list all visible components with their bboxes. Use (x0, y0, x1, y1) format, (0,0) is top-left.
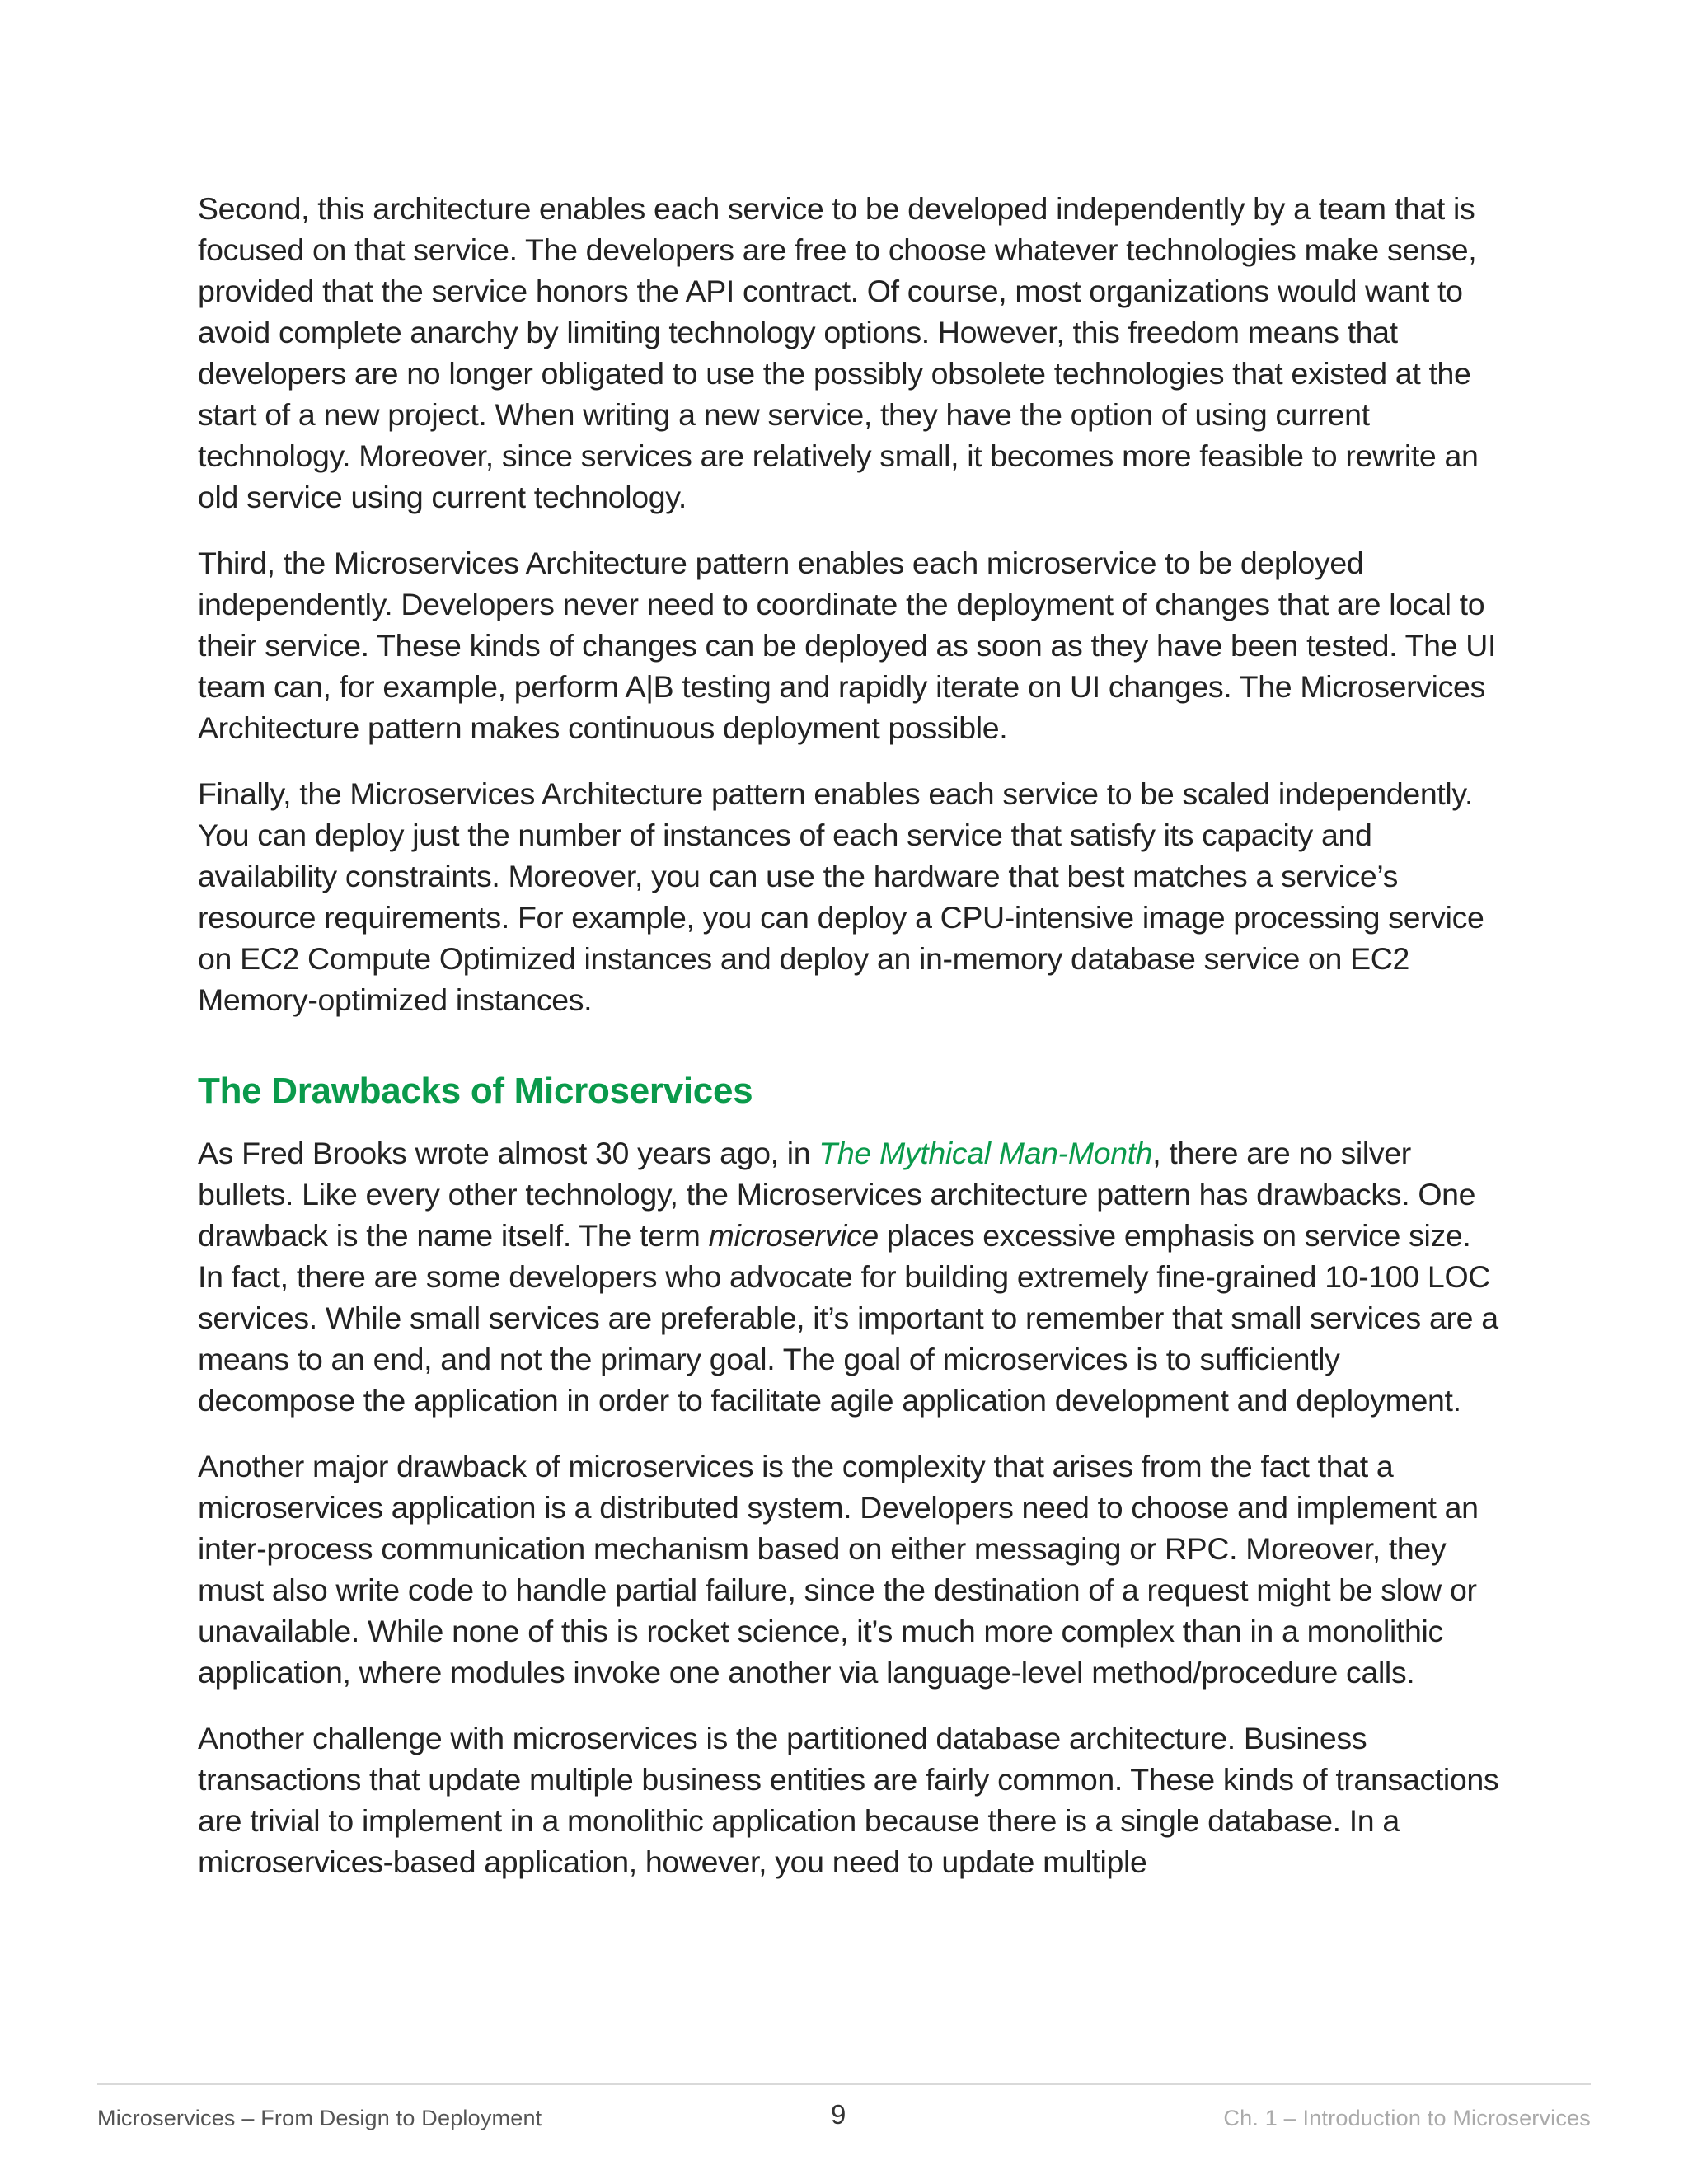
footer-chapter-title: Ch. 1 – Introduction to Microservices (1223, 2106, 1591, 2130)
page-number: 9 (831, 2099, 846, 2130)
footer-divider (97, 2083, 1591, 2085)
paragraph-independent-development: Second, this architecture enables each service to be developed independently by a team that is focused on that service. The developers are free to choose whatever technologies make sense, provided that the service honors the API contract. Of course, most organizations would want to avoid complete anarchy by limiting technology options. However, this freedom means that developers are no longer obligated to use the possibly obsolete technologies that existed at the start of a new project. When writing a new service, they have the option of using current technology. Moreover, since services are relatively small, it becomes more feasible to rewrite an old service using current technology. (198, 191, 1479, 514)
paragraph-independent-scaling: Finally, the Microservices Architecture pattern enables each service to be scaled independently. You can deploy just the number of instances of each service that satisfy its capacity and availability constraints. Moreover, you can use the hardware that best matches a service’s resource requirements. For example, you can deploy a CPU-intensive image processing service on EC2 Compute Optimized instances and deploy an in-memory database service on EC2 Memory-optimized instances. (198, 776, 1484, 1017)
paragraph-text-segment: As Fred Brooks wrote almost 30 years ago, in (198, 1136, 819, 1170)
page-footer (97, 2099, 1591, 2135)
footer-book-title: Microservices – From Design to Deployment (97, 2106, 542, 2130)
page-body (198, 188, 1500, 1907)
emphasized-term-microservice: microservice (708, 1218, 879, 1253)
paragraph-fred-brooks (198, 1132, 1500, 1421)
paragraph-partitioned-database: Another challenge with microservices is the partitioned database architecture. Business transactions that update multiple business entities are fairly common. These kinds of transactions are trivial to implement in a monolithic application because there is a single database. In a microservices-based application, however, you need to update multiple (198, 1721, 1499, 1879)
book-title-mythical-man-month: The Mythical Man-Month (818, 1136, 1153, 1170)
paragraph-independent-deployment: Third, the Microservices Architecture pattern enables each microservice to be deployed independently. Developers never need to coordinate the deployment of changes that are local to their service. These kinds of changes can be deployed as soon as they have been tested. The UI team can, for example, perform A|B testing and rapidly iterate on UI changes. The Microservices Architecture pattern makes continuous deployment possible. (198, 546, 1497, 745)
paragraph-text-segment: , there are no silver bullets. Like every other technology, the Microservices architecture pattern has drawbacks. One drawback is the name itself. The term (198, 1136, 1476, 1253)
section-heading-drawbacks: The Drawbacks of Microservices (198, 1071, 753, 1111)
paragraph-text-segment: places excessive emphasis on service size. In fact, there are some developers who advocate for building extremely fine-grained 10-100 LOC services. While small services are preferable, it’s important to remember that small services are a means to an end, and not the primary goal. The goal of microservices is to sufficiently decompose the application in order to facilitate agile application development and deployment. (198, 1218, 1498, 1418)
paragraph-distributed-complexity: Another major drawback of microservices is the complexity that arises from the fact that a microservices application is a distributed system. Developers need to choose and implement an inter-process communication mechanism based on either messaging or RPC. Moreover, they must also write code to handle partial failure, since the destination of a request might be slow or unavailable. While none of this is rocket science, it’s much more complex than in a monolithic application, where modules invoke one another via language-level method/procedure calls. (198, 1449, 1479, 1690)
